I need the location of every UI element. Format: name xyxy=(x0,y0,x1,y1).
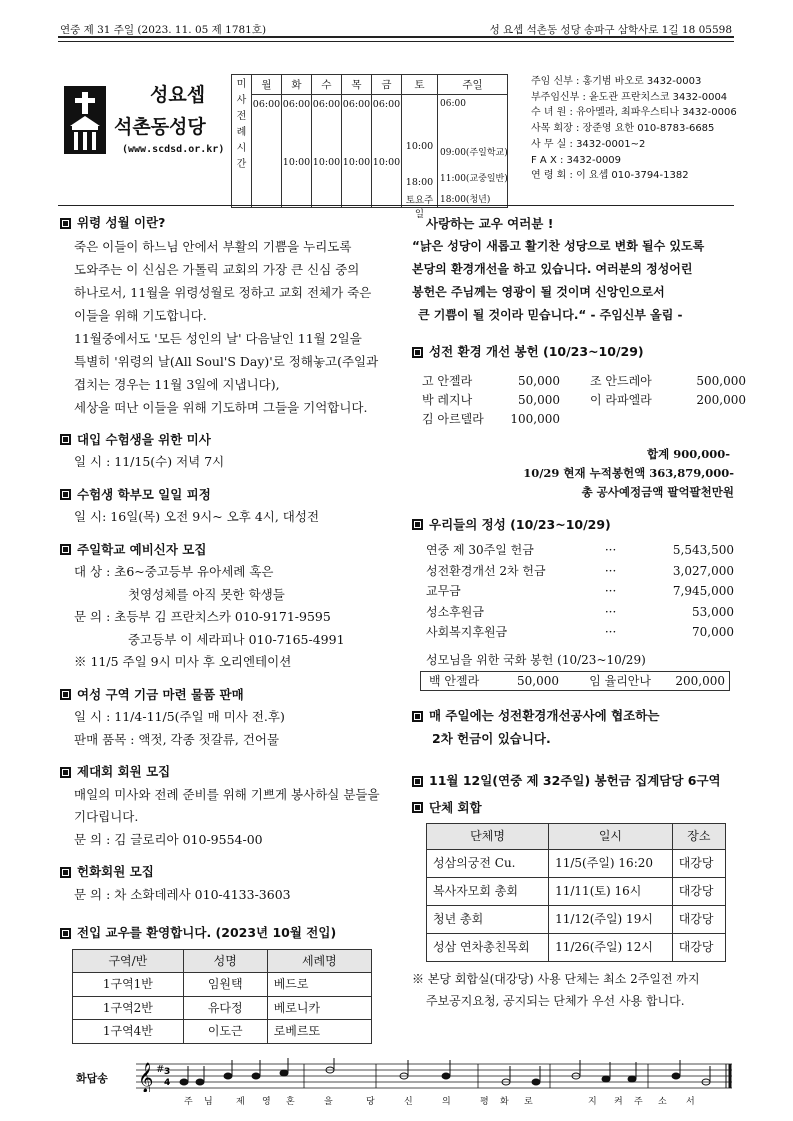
meeting-note: ※ 본당 회합실(대강당) 사용 단체는 최소 2주일전 까지 주보공지요청, 공지되는 단체가 우선 사용 합니다. xyxy=(412,972,700,1008)
pastor-message: 사랑하는 교우 여러분 ! “낡은 성당이 새롭고 활기찬 성당으로 변화 될수 있도록 본당의 환경개선을 하고 있습니다. 여러분의 정성어린 봉헌은 주님께는 영광이 될 것이며 신앙인으로서 큰 기쁨이 될 것이라 믿습니다.“ - 주임신부 올림 - xyxy=(412,216,705,322)
list-item: 연중 제 30주일 헌금 ··· 5,543,500 xyxy=(426,543,734,557)
staff-lines xyxy=(136,1058,736,1092)
square-bullet-icon xyxy=(60,544,71,555)
section-heading: 헌화회원 모집 xyxy=(60,861,400,884)
day-fri: 금 xyxy=(372,75,402,95)
header-bar xyxy=(58,22,734,38)
staff-council: 사목 회장 : 장준영 요한 010-8783-6685 xyxy=(531,123,715,135)
mon-times: 06:00 xyxy=(252,95,282,208)
issue-info: 연중 제 31 주일 (2023. 11. 05 제 1781호) xyxy=(60,24,267,36)
svg-text:𝄞: 𝄞 xyxy=(138,1063,154,1092)
section-heading: 여성 구역 기금 마련 물품 판매 xyxy=(60,684,400,707)
section-heading: 단체 회합 xyxy=(412,797,734,820)
wed-times: 06:00 10:00 xyxy=(312,95,342,208)
section-body: 문 의 : 차 소화데레사 010-4133-3603 xyxy=(74,886,291,902)
square-bullet-icon xyxy=(60,489,71,500)
staff-assistant: 부주임신부 : 윤도관 프란치스코 3432-0004 xyxy=(531,91,728,103)
church-logo xyxy=(58,80,228,160)
section-body: 대 상 : 초6~중고등부 유아세례 혹은 첫영성체를 아직 못한 학생들 문 의 : 초등부 김 프란치스카 010-9171-9595 중고등부 이 세라피나 010-7165-4991 ※ 11/5 주일 9시 미사 후 오리엔테이션 xyxy=(74,564,345,669)
table-row: 1구역1반 임원택 베드로 xyxy=(73,973,372,997)
section-body: 죽은 이들이 하느님 안에서 부활의 기쁨을 누리도록 도와주는 이 신심은 가톨릭 교회의 가장 큰 신심 중의 하나로서, 11월을 위령성월로 정하고 교회 전체가 죽은 이들을 위해 기도합니다. 11월중에서도 '모든 성인의 날' 다음날인 11월 2일을 특별히 '위령의 날(All Soul'S Day)'로 정해놓고(주일과 겹치는 경우는 11월 3일에 지냅니다), 세상을 떠난 이들을 위해 기도하며 그들을 기억합니다. xyxy=(74,238,379,415)
section-body: 일 시 : 11/4-11/5(주일 매 미사 전.후) 판매 품목 : 액젓, 각종 젓갈류, 건어물 xyxy=(74,709,285,747)
svg-text:#: # xyxy=(156,1064,165,1075)
table-header: 일시 xyxy=(549,824,673,850)
donation-summary: 합계 900,000- 10/29 현재 누적봉헌액 363,879,000- 총 공사예정금액 팔억팔천만원 xyxy=(523,446,734,499)
section-heading: 매 주일에는 성전환경개선공사에 협조하는 xyxy=(412,705,734,728)
new-members-table xyxy=(72,949,372,1044)
table-row: 성삼의궁전 Cu. 11/5(주일) 16:20 대강당 xyxy=(427,850,726,878)
square-bullet-icon xyxy=(60,434,71,445)
square-bullet-icon xyxy=(412,776,423,787)
square-bullet-icon xyxy=(412,711,423,722)
square-bullet-icon xyxy=(412,802,423,813)
section-heading: 11월 12일(연중 제 32주일) 봉헌금 집계담당 6구역 xyxy=(412,770,734,793)
table-row: 1구역2반 유다정 베로니카 xyxy=(73,996,372,1020)
church-url[interactable]: (www.scdsd.or.kr) xyxy=(122,144,225,155)
section-heading: 전입 교우를 환영합니다. (2023년 10월 전입) xyxy=(60,922,400,945)
logo-name-2: 석촌동성당 xyxy=(114,116,206,138)
psalm-label: 화답송 xyxy=(76,1072,108,1085)
tue-times: 06:00 10:00 xyxy=(282,95,312,208)
section-body: 일 시: 16일(목) 오전 9시~ 오후 4시, 대성전 xyxy=(74,509,320,524)
square-bullet-icon xyxy=(60,218,71,229)
section-heading: 우리들의 정성 (10/23~10/29) xyxy=(412,514,734,537)
staff-directory xyxy=(531,74,737,184)
square-bullet-icon xyxy=(60,867,71,878)
day-sun: 주일 xyxy=(438,75,508,95)
section-heading: 주일학교 예비신자 모집 xyxy=(60,539,400,562)
left-column xyxy=(60,202,400,1044)
offering-list xyxy=(412,540,734,643)
donor-list: 고 안젤라 50,000 조 안드레아 500,000 박 레지나 50,000 이 라파엘라 200,000 김 아르델라 100,000 xyxy=(422,373,746,426)
svg-text:3: 3 xyxy=(164,1067,171,1077)
header-divider xyxy=(58,41,734,42)
flower-title: 성모님을 위한 국화 봉헌 (10/23~10/29) xyxy=(426,652,646,667)
second-collection-note: 2차 헌금이 있습니다. xyxy=(432,730,551,746)
day-thu: 목 xyxy=(342,75,372,95)
day-mon: 월 xyxy=(252,75,282,95)
staff-convent: 수 녀 원 : 유아멜라, 최파우스티나 3432-0006 xyxy=(531,107,737,119)
staff-office: 사 무 실 : 3432-0001~2 xyxy=(531,138,646,150)
list-item: 사회복지후원금 ··· 70,000 xyxy=(426,625,734,639)
sat-times: 10:00 18:00 토요주일 xyxy=(402,95,438,208)
list-item: 성전환경개선 2차 헌금 ··· 3,027,000 xyxy=(426,563,734,578)
day-sat: 토 xyxy=(402,75,438,95)
table-header: 구역/반 xyxy=(73,949,184,973)
square-bullet-icon xyxy=(60,689,71,700)
section-heading: 대입 수험생을 위한 미사 xyxy=(60,429,400,452)
staff-pastor: 주임 신부 : 홍기범 바오로 3432-0003 xyxy=(531,76,702,87)
table-header: 단체명 xyxy=(427,824,549,850)
section-body: 매일의 미사와 전례 준비를 위해 기쁘게 봉사하실 분들을 기다립니다. 문 의 : 김 글로리아 010-9554-00 xyxy=(74,786,380,847)
meetings-table xyxy=(426,823,726,962)
table-header: 장소 xyxy=(672,824,725,850)
square-bullet-icon xyxy=(60,767,71,778)
right-column xyxy=(412,212,746,1012)
thu-times: 06:00 10:00 xyxy=(342,95,372,208)
church-icon xyxy=(64,86,106,154)
schedule-side-label: 미 사 전 례 시 간 xyxy=(232,75,252,208)
psalm-music-staff: 화답송 𝄞 # 3 4 주 님 제 영 혼 을 당 신 의 평 화 로 지 켜 주 소 서 xyxy=(74,1058,734,1108)
section-body: 일 시 : 11/15(수) 저녁 7시 xyxy=(74,454,225,469)
square-bullet-icon xyxy=(60,928,71,939)
list-item: 교무금 ··· 7,945,000 xyxy=(426,584,734,598)
church-address: 성 요셉 석촌동 성당 송파구 삼학사로 1길 18 05598 xyxy=(489,24,732,36)
section-heading: 제대회 회원 모집 xyxy=(60,761,400,784)
section-heading: 위령 성월 이란? xyxy=(60,212,400,235)
table-row: 청년 총회 11/12(주일) 19시 대강당 xyxy=(427,906,726,934)
list-item: 성소후원금 ··· 53,000 xyxy=(426,604,734,619)
table-row: 1구역4반 이도근 로베르또 xyxy=(73,1020,372,1044)
table-row: 성삼 연차총친목회 11/26(주일) 12시 대강당 xyxy=(427,934,726,962)
section-heading: 수험생 학부모 일일 피정 xyxy=(60,484,400,507)
mass-schedule-table xyxy=(231,74,508,220)
table-header: 세례명 xyxy=(267,949,371,973)
day-wed: 수 xyxy=(312,75,342,95)
section-heading: 성전 환경 개선 봉헌 (10/23~10/29) xyxy=(412,341,734,364)
logo-name-1: 성요셉 xyxy=(150,84,206,106)
fri-times: 06:00 10:00 xyxy=(372,95,402,208)
sun-times: 06:00 09:00(주일학교) 11:00(교중일반) 18:00(청년) xyxy=(438,95,508,208)
table-header: 성명 xyxy=(183,949,267,973)
staff-funeral: 연 령 회 : 이 요셉 010-3794-1382 xyxy=(531,170,689,182)
flower-offering-box: 백 안젤라 50,000 임 율리안나 200,000 xyxy=(420,671,730,691)
svg-text:4: 4 xyxy=(164,1078,171,1088)
day-tue: 화 xyxy=(282,75,312,95)
square-bullet-icon xyxy=(412,347,423,358)
staff-fax: F A X : 3432-0009 xyxy=(531,154,622,166)
square-bullet-icon xyxy=(412,519,423,530)
table-row: 복사자모회 총회 11/11(토) 16시 대강당 xyxy=(427,878,726,906)
